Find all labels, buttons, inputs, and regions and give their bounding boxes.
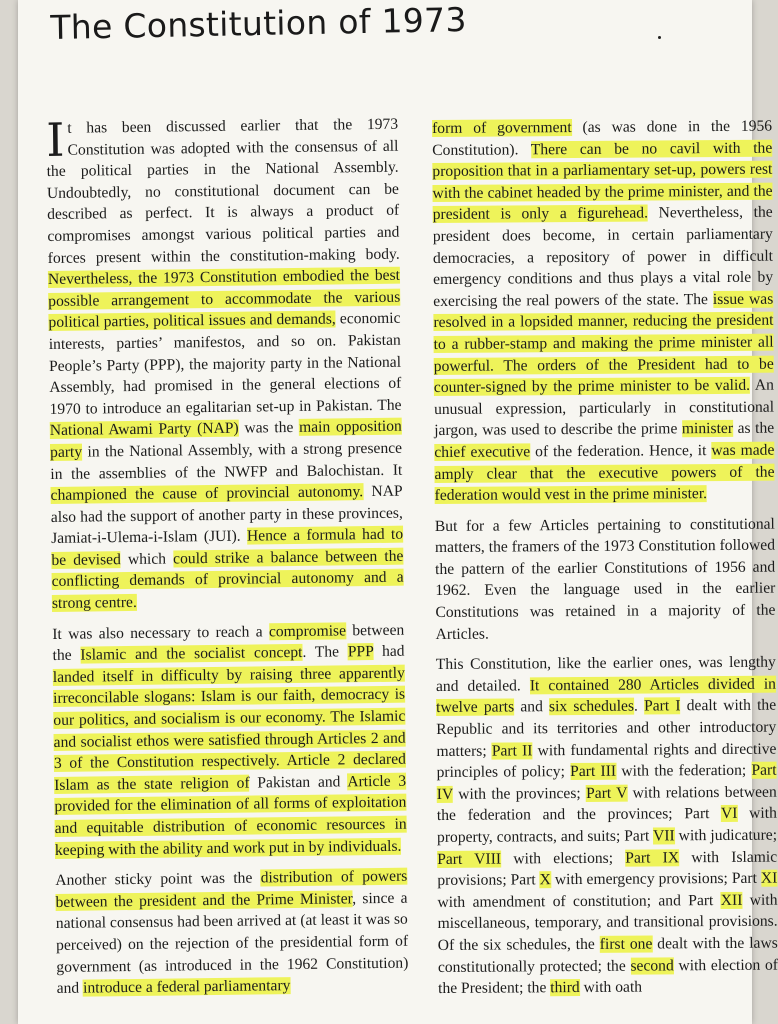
book-page bbox=[18, 0, 778, 1024]
highlighted-text: National Awami Party (NAP) bbox=[49, 419, 239, 440]
highlighted-text: XI bbox=[760, 869, 778, 887]
body-text: with election of the President; the bbox=[438, 956, 778, 998]
body-text: with elections; bbox=[501, 849, 626, 868]
highlighted-text: It contained 280 Articles divided in twelve parts bbox=[436, 675, 777, 717]
paragraph-text bbox=[45, 112, 404, 613]
highlighted-text: Nevertheless, the 1973 Constitution embodied the best possible arrangement to accommodate the various political parties, political issues and demands, bbox=[47, 266, 401, 332]
body-text: with oath bbox=[579, 978, 643, 997]
body-text: and bbox=[514, 698, 550, 716]
body-text: with miscellaneous, temporary, and transitional provisions. Of the six schedules, the bbox=[437, 891, 778, 954]
body-text: dealt with the laws constitutionally protected; the bbox=[437, 934, 778, 976]
highlighted-text: chief executive bbox=[434, 443, 531, 461]
body-text: with emergency provisions; Part bbox=[550, 869, 761, 889]
body-text: with fundamental rights and directive principles of policy; bbox=[436, 740, 777, 782]
right-paragraph-1 bbox=[432, 116, 775, 507]
highlighted-text: second bbox=[630, 956, 674, 975]
body-text: between the bbox=[52, 621, 405, 665]
highlighted-text: minister bbox=[681, 420, 734, 438]
highlighted-text: X bbox=[539, 871, 551, 889]
highlighted-text: Part VIII bbox=[437, 850, 502, 868]
highlighted-text: compromise bbox=[268, 622, 347, 640]
right-column bbox=[432, 116, 778, 1009]
highlighted-text: championed the cause of provincial autonomy. bbox=[50, 483, 364, 505]
highlighted-text: Islamic and the socialist concept bbox=[80, 644, 303, 664]
right-paragraph-3 bbox=[436, 652, 778, 1000]
body-text: Pakistan and bbox=[249, 773, 348, 792]
body-text: of the federation. Hence, it bbox=[530, 441, 712, 461]
body-text: It was also necessary to reach a bbox=[52, 622, 270, 643]
highlighted-text: VI bbox=[720, 805, 738, 823]
body-text: which bbox=[120, 550, 174, 568]
highlighted-text: main opposition party bbox=[49, 417, 402, 461]
highlighted-text: six schedules bbox=[548, 698, 635, 716]
body-text: with property, contracts, and suits; Part bbox=[436, 805, 777, 846]
body-text: . bbox=[633, 697, 645, 716]
left-paragraph-1 bbox=[46, 114, 404, 615]
highlighted-text: There can be no cavil with the proposition that in a parliamentary set-up, powers rest with the cabinet headed by the prime minister, and the president is only a figurehead. bbox=[432, 139, 773, 224]
paragraph-text bbox=[432, 118, 775, 504]
body-text: But for a few Articles pertaining to constitutional matters, the framers of the 1973 Constitution followed the pattern of the earlier Constitutions of 1956 and 1962. Even the language used in the earlier Constitutions was retained in a majority of the Articles. bbox=[434, 515, 776, 643]
highlighted-text: Part V bbox=[586, 784, 628, 802]
body-text: had bbox=[373, 642, 405, 661]
left-paragraph-3 bbox=[55, 866, 409, 1000]
paragraph-text bbox=[55, 868, 408, 997]
body-text: dealt with the Republic and its territories and other introductory matters; bbox=[436, 697, 777, 760]
left-paragraph-2 bbox=[52, 619, 407, 861]
highlighted-text: issue was resolved in a lopsided manner, reducing the president to a rubber-stamp and making the prime minister all powerful. The orders of the President had to be counter-signed by the prime minister to be valid. bbox=[433, 290, 774, 397]
paragraph-text bbox=[436, 654, 778, 997]
body-text: An unusual expression, particularly in constitutional jargon, was used to describe the prime bbox=[433, 376, 775, 440]
body-text: , since a national consensus had been arrived at (at least it was so perceived) on the rejection of the presidential form of government (as introduced in the 1962 Constitution) and bbox=[55, 889, 409, 998]
body-text: with amendment of constitution; and Part bbox=[437, 891, 721, 911]
highlighted-text: distribution of powers between the president and the Prime Minister bbox=[55, 867, 408, 911]
highlighted-text: Part II bbox=[491, 741, 533, 760]
highlighted-text: Article 3 provided for the elimination of all forms of exploitation and equitable distribution of economic resources in keeping with the ability and work put in by individuals. bbox=[54, 772, 407, 859]
highlighted-text: Part IX bbox=[625, 848, 680, 867]
body-text: with Islamic provisions; Part bbox=[437, 848, 778, 890]
body-text: NAP also had the support of another party in these provinces, Jamiat-i-Ulema-i-Islam (JUI). bbox=[50, 482, 403, 548]
page-title: The Constitution of 1973 bbox=[50, 0, 468, 47]
body-text: with relations between the federation and the provinces; Part bbox=[436, 783, 777, 825]
highlighted-text: was made amply clear that the executive powers of the federation would vest in the prime minister. bbox=[434, 441, 775, 505]
body-text: t has been discussed earlier that the 1973 Constitution was adopted with the consensus of all the political parties in the National Assembly. Undoubtedly, no constitutional document can be described as perfect. It is always a product of compromises amongst various political parties and forces present within the constitution-making body. bbox=[46, 115, 400, 267]
body-text: . The bbox=[302, 643, 348, 662]
paragraph-text bbox=[435, 515, 776, 642]
body-text: Nevertheless, the president does become, in certain parliamentary democracies, a repository of power in difficult emergency conditions and thus plays a vital role by exercising the real powers of the state. The bbox=[432, 203, 774, 310]
body-text: Another sticky point was the bbox=[55, 869, 261, 890]
highlighted-text: Part I bbox=[643, 697, 681, 715]
body-text: was the bbox=[238, 419, 300, 437]
body-text: in the National Assembly, with a strong presence in the assemblies of the NWFP and Balochistan. It bbox=[50, 439, 403, 483]
body-text: This Constitution, like the earlier ones, was lengthy and detailed. bbox=[435, 653, 776, 695]
right-paragraph-2 bbox=[435, 513, 776, 645]
body-text: (as was done in the 1956 Constitution). bbox=[432, 117, 773, 159]
left-column bbox=[46, 114, 409, 1009]
ink-dot bbox=[658, 36, 661, 39]
highlighted-text: Part III bbox=[570, 762, 617, 781]
highlighted-text: could strike a balance between the conflicting demands of provincial autonomy and a strong centre. bbox=[51, 547, 404, 613]
drop-cap: I bbox=[45, 112, 65, 167]
highlighted-text: introduce a federal parliamentary bbox=[82, 977, 291, 997]
highlighted-text: PPP bbox=[347, 643, 374, 661]
highlighted-text: Hence a formula had to be devised bbox=[51, 525, 404, 569]
body-text: with the provinces; bbox=[452, 784, 587, 803]
highlighted-text: landed itself in difficulty by raising three apparently irreconcilable slogans: Islam is our faith, democracy is our politics, and socialism is our economy. The Islamic and socialist ethos were satisfied through Articles 2 and 3 of the Constitution respectively. Article 2 declared Islam as the state religion of bbox=[52, 664, 406, 794]
highlighted-text: VII bbox=[652, 827, 675, 845]
highlighted-text: first one bbox=[599, 935, 653, 953]
body-text: economic interests, parties’ manifestos, and so on. Pakistan People’s Party (PPP), the majority party in the National Assembly, had promised in the general elections of 1970 to introduce an egalitarian set-up in Pakistan. The bbox=[48, 310, 402, 418]
body-text: as the bbox=[732, 419, 775, 438]
body-text: with judicature; bbox=[674, 826, 778, 845]
highlighted-text: third bbox=[550, 979, 580, 997]
body-text: with the federation; bbox=[616, 762, 752, 780]
paragraph-text bbox=[52, 621, 407, 858]
highlighted-text: form of government bbox=[432, 119, 572, 137]
highlighted-text: XII bbox=[720, 891, 743, 909]
highlighted-text: Part IV bbox=[436, 761, 777, 803]
